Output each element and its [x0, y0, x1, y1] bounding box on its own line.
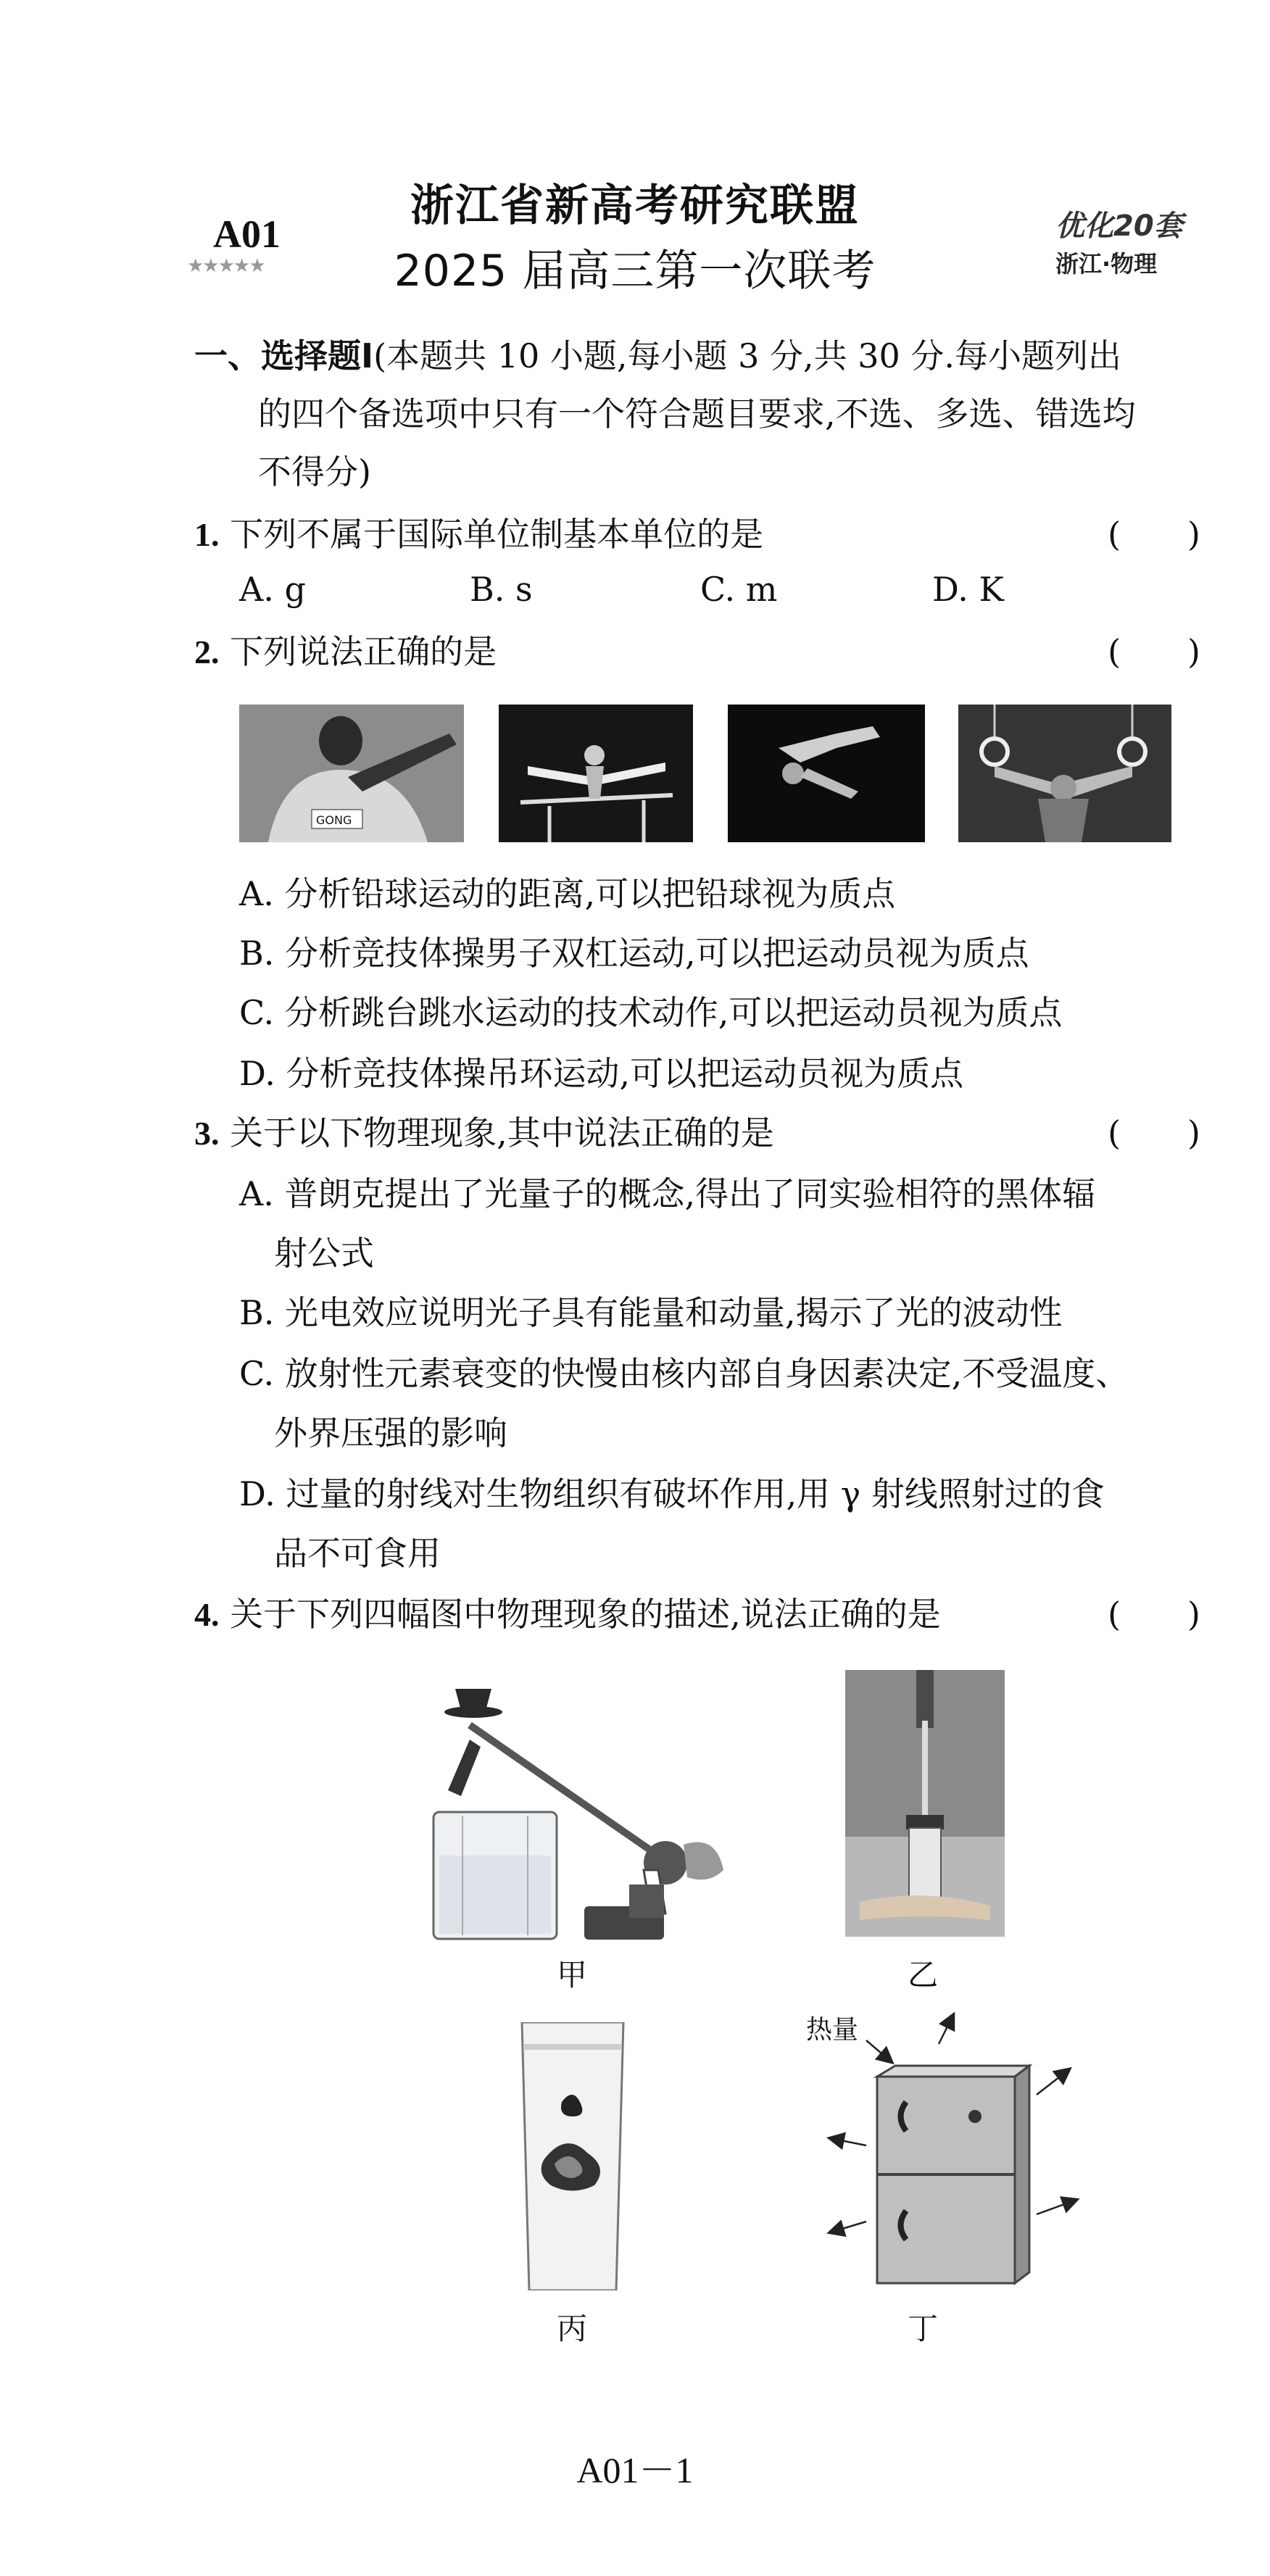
q3-option-d[interactable]: D. 过量的射线对生物组织有破坏作用,用 γ 射线照射过的食: [239, 1474, 1105, 1513]
caption-yi: 乙: [908, 1957, 939, 1993]
page-number: A01－1: [576, 2450, 694, 2490]
rating-stars: ★★★★★: [187, 255, 265, 277]
question-text: 关于下列四幅图中物理现象的描述,说法正确的是: [230, 1595, 941, 1634]
diver-figure: [728, 705, 925, 842]
q3-option-b[interactable]: B. 光电效应说明光子具有能量和动量,揭示了光的波动性: [239, 1293, 1063, 1332]
refrigerator-figure: [797, 2008, 1087, 2298]
question-number: 3.: [194, 1115, 220, 1152]
question-2: [194, 629, 497, 675]
question-3: [194, 1110, 774, 1156]
heat-label: 热量: [806, 2015, 859, 2045]
question-text: 下列说法正确的是: [230, 632, 497, 671]
jersey-name: GONG: [316, 813, 352, 827]
question-number: 4.: [194, 1596, 220, 1633]
drinking-bird-figure: [426, 1667, 731, 1943]
diving-photo: [728, 705, 925, 842]
caption-bing: 丙: [557, 2311, 588, 2346]
q3-option-c-cont[interactable]: 外界压强的影响: [274, 1413, 507, 1453]
shot-put-athlete-figure: [239, 705, 464, 842]
question-text: 关于以下物理现象,其中说法正确的是: [230, 1113, 774, 1152]
shot-put-photo: [239, 705, 464, 842]
section-heading-line: [194, 333, 1121, 378]
section-instructions-2: 的四个备选项中只有一个符合题目要求,不选、多选、错选均: [258, 394, 1136, 433]
caption-jia: 甲: [557, 1957, 588, 1993]
q2-option-d[interactable]: D. 分析竞技体操吊环运动,可以把运动员视为质点: [239, 1054, 964, 1093]
section-instructions: (本题共 10 小题,每小题 3 分,共 30 分.每小题列出: [373, 336, 1122, 375]
q2-option-a[interactable]: A. 分析铅球运动的距离,可以把铅球视为质点: [239, 874, 896, 913]
q1-option-d[interactable]: D. K: [932, 570, 1004, 609]
question-number: 1.: [194, 516, 220, 553]
q1-option-b[interactable]: B. s: [470, 570, 533, 609]
q1-option-a[interactable]: A. g: [239, 570, 306, 609]
section-instructions-3: 不得分): [258, 452, 371, 491]
q3-option-c[interactable]: C. 放射性元素衰变的快慢由核内部自身因素决定,不受温度、: [239, 1354, 1129, 1393]
rings-photo: [958, 705, 1171, 842]
question-4: [194, 1592, 941, 1637]
answer-bracket[interactable]: ( ): [1108, 632, 1200, 671]
q1-option-c[interactable]: C. m: [700, 570, 778, 609]
brand-logo: [1055, 203, 1186, 279]
brand-subject: 浙江·物理: [1055, 250, 1158, 278]
q3-option-a[interactable]: A. 普朗克提出了光量子的概念,得出了同实验相符的黑体辐: [239, 1174, 1096, 1213]
exam-subtitle: 2025 届高三第一次联考: [394, 246, 876, 296]
q3-option-d-cont[interactable]: 品不可食用: [274, 1534, 441, 1573]
caption-ding: 丁: [908, 2311, 939, 2346]
parallel-bars-photo: [499, 705, 693, 842]
parallel-bars-figure: [499, 705, 693, 842]
q2-option-b[interactable]: B. 分析竞技体操男子双杠运动,可以把运动员视为质点: [239, 934, 1029, 973]
paper-code: A01: [213, 212, 281, 256]
question-1: [194, 512, 763, 557]
answer-bracket[interactable]: ( ): [1108, 1113, 1200, 1152]
question-number: 2.: [194, 633, 220, 670]
answer-bracket[interactable]: ( ): [1108, 1595, 1200, 1634]
ink-diffusion-figure: [507, 2022, 638, 2290]
syringe-figure: [845, 1670, 1005, 1937]
section-heading: 一、选择题Ⅰ: [194, 336, 374, 375]
rings-gymnast-figure: [958, 705, 1171, 842]
paper-title: 浙江省新高考研究联盟: [410, 180, 860, 231]
q2-option-c[interactable]: C. 分析跳台跳水运动的技术动作,可以把运动员视为质点: [239, 993, 1063, 1032]
question-text: 下列不属于国际单位制基本单位的是: [230, 515, 764, 554]
brand-series: 优化20套: [1055, 209, 1183, 243]
answer-bracket[interactable]: ( ): [1108, 515, 1200, 554]
q3-option-a-cont[interactable]: 射公式: [274, 1234, 374, 1273]
